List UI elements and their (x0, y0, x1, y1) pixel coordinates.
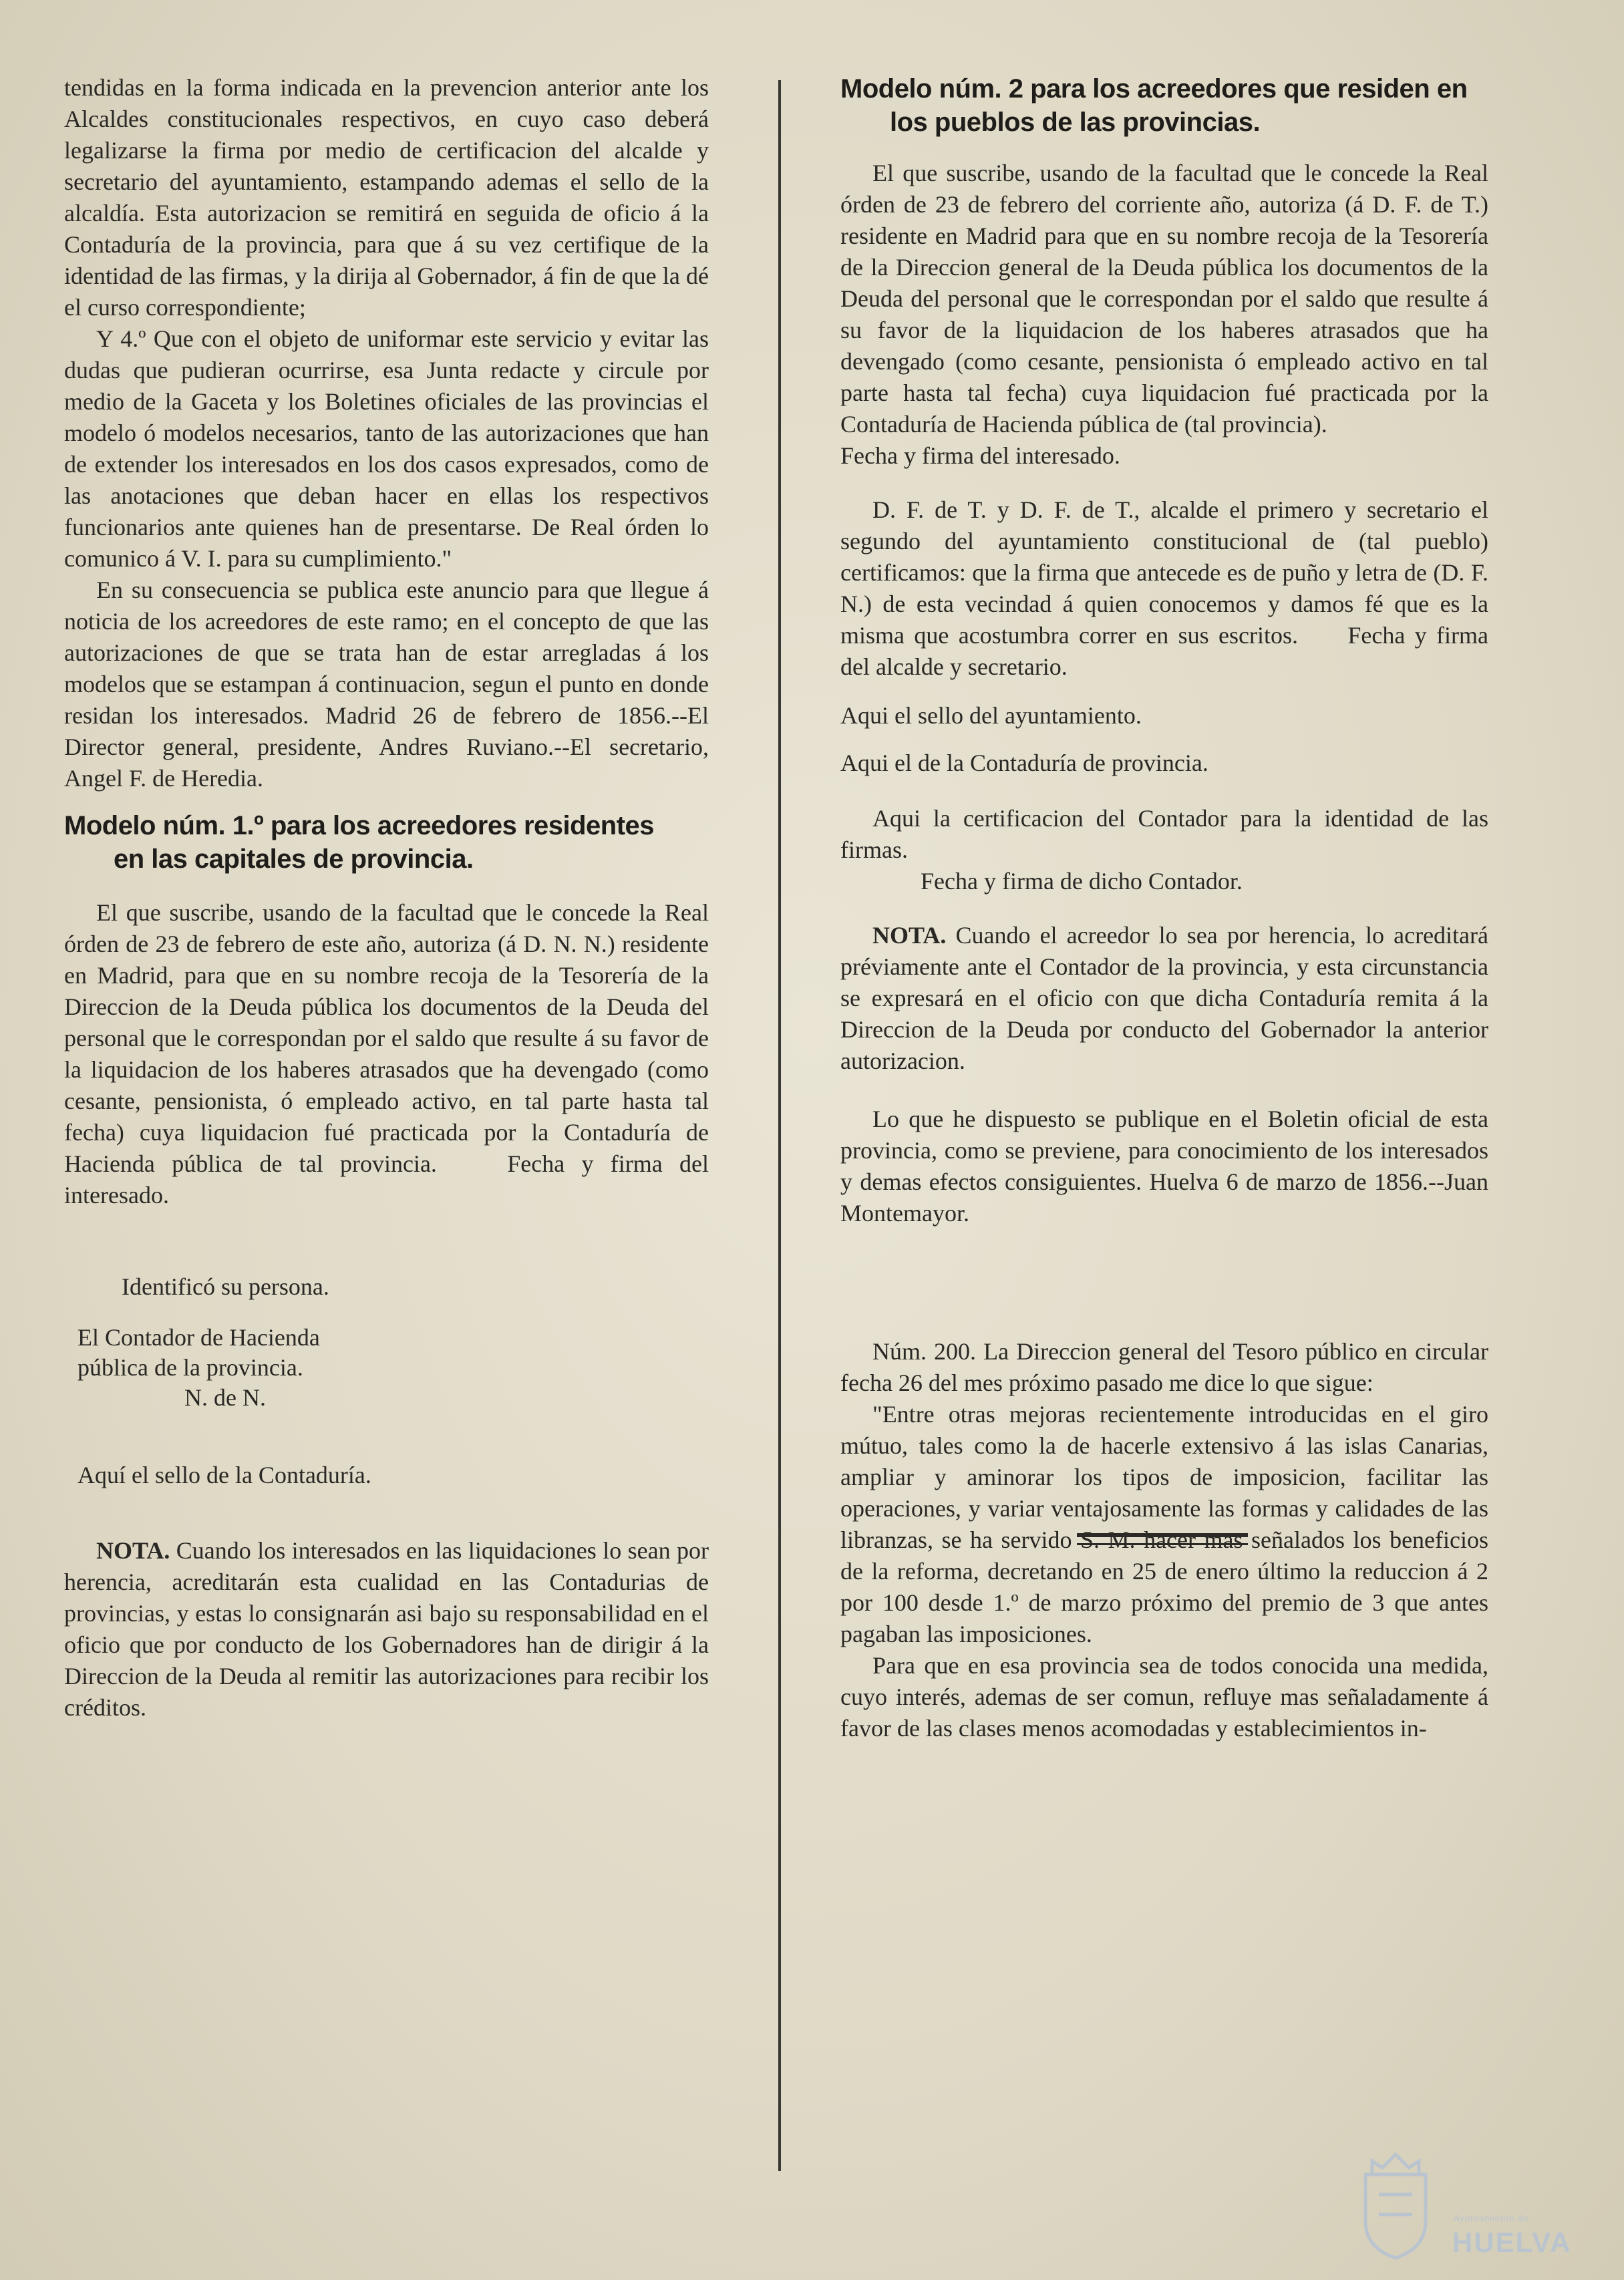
num-200-body: La Direccion general del Tesoro público en circular fecha 26 del mes próximo pasado me dice lo que sigue: (840, 1338, 1489, 1396)
nota-1-label: NOTA. (96, 1537, 170, 1564)
stamp-text: HUELVA (1452, 2227, 1572, 2258)
nota-2-body: Cuando el acreedor lo sea por herencia, lo acreditará préviamente ante el Contador de la provincia, y esta circunstancia se expresará en el oficio con que dicha Contaduría remita á la Direccion de la Deuda por conducto del Gobernador la anterior autorizacion. (840, 922, 1488, 1074)
num-200-paragraph (840, 1336, 1488, 1399)
model-2-heading-line-2: los pueblos de las provincias. (890, 108, 1261, 137)
contador-line-1: El Contador de Hacienda (77, 1324, 320, 1351)
ornament-spacer (840, 1229, 1488, 1336)
contador-line-2: pública de la provincia. (77, 1354, 303, 1381)
model-1-heading-line-1: Modelo núm. 1.º para los acreedores residentes (64, 811, 655, 840)
model-2-heading (840, 72, 1488, 139)
announcement-paragraph: En su consecuencia se publica este anuncio para que llegue á noticia de los acreedores de este ramo; en el concepto de que las autorizaciones de que se trata han de estar arregladas á los modelos que se estampan á continuacion, segun el punto en donde residan los interesados. Madrid 26 de febrero de 1856.--El Director general, presidente, Andres Ruviano.--El secretario, Angel F. de Heredia. (64, 577, 709, 792)
model-2-signature-line: Fecha y firma del interesado. (840, 442, 1120, 469)
seal-ayuntamiento-line: Aqui el sello del ayuntamiento. (840, 702, 1142, 729)
seal-contaduria-line: Aquí el sello de la Contaduría. (77, 1462, 371, 1488)
model-1-body (64, 897, 709, 1211)
model-2-heading-line-1: Modelo núm. 2 para los acreedores que residen en (840, 74, 1468, 104)
num-200-label: Núm. 200. (872, 1338, 977, 1365)
continuation-paragraph: tendidas en la forma indicada en la prevencion anterior ante los Alcaldes constitucionales respectivos, en cuyo caso deberá legalizarse la firma por medio de certificacion del alcalde y secretario del ayuntamiento, estampando ademas el sello de la alcaldía. Esta autorizacion se remitirá en seguida de oficio á la Contaduría de la provincia, para que á su vez certifique de la identidad de las firmas, y la dirija al Gobernador, á fin de que la dé el curso correspondiente; (64, 74, 709, 321)
nota-1-body: Cuando los interesados en las liquidaciones lo sean por herencia, acreditarán esta cualidad en las Contadurias de provincias, y estas lo consignarán asi bajo su responsabilidad en el oficio que por conducto de los Gobernadores han de dirigir á la Direccion de la Deuda al remitir las autorizaciones para recibir los créditos. (64, 1537, 709, 1721)
left-column (64, 72, 709, 1724)
right-column (840, 72, 1488, 1744)
nota-2 (840, 920, 1488, 1077)
seal-provincia-line: Aqui el de la Contaduría de provincia. (840, 750, 1208, 776)
article-4-paragraph: Y 4.º Que con el objeto de uniformar este servicio y evitar las dudas que pudieran ocurrirse, esa Junta redacte y circule por medio de la Gaceta y los Boletines oficiales de las provincias el modelo ó modelos necesarios, tanto de las autorizaciones que han de extender los interesados en los dos casos expresados, como de las anotaciones que deban hacer en ellas los respectivos funcionarios ante quienes han de presentarse. De Real órden lo comunico á V. I. para su cumplimiento." (64, 325, 709, 572)
contador-block (64, 1323, 709, 1413)
archive-watermark-stamp (1352, 2148, 1579, 2265)
model-1-heading-line-2: en las capitales de provincia. (114, 844, 474, 874)
model-2-body: El que suscribe, usando de la facultad que le concede la Real órden de 23 de febrero del corriente año, autoriza (á D. F. de T.) residente en Madrid para que en su nombre recoja de la Tesorería de la Direccion general de la Deuda pública los documentos de la Deuda del personal que le correspondan por el saldo que resulte á su favor de la liquidacion de los haberes atrasados que ha devengado (como cesante, pensionista ó empleado activo en tal parte hasta tal fecha) cuya liquidacion fué practicada por la Contaduría de Hacienda pública de (tal provincia). (840, 160, 1488, 438)
quote-paragraph-1: "Entre otras mejoras recientemente introducidas en el giro mútuo, tales como la de hacerle extensivo á las islas Canarias, ampliar y aminorar los tipos de imposicion, facilitar las operaciones, y variar ventajosamente las formas y calidades de las libranzas, se ha servido S. M. hacer mas señalados los beneficios de la reforma, decretando en 25 de enero último la reduccion á 2 por 100 desde 1.º de marzo próximo del premio de 3 que antes pagaban las imposiciones. (840, 1401, 1488, 1647)
city-crest-icon (1352, 2148, 1439, 2261)
certification-body (840, 494, 1488, 683)
nota-2-label: NOTA. (872, 922, 947, 949)
model-1-body-text: El que suscribe, usando de la facultad que le concede la Real órden de 23 de febrero de este año, autoriza (á D. N. N.) residente en Madrid, para que en su nombre recoja de la Tesorería de la Direccion de la Deuda pública los documentos de la Deuda del personal que le correspondan por el saldo que resulte á su favor de la liquidacion de los haberes atrasados que ha devengado (como cesante, pensionista, ó empleado activo, en tal parte hasta tal fecha) cuya liquidacion fué practicada por la Contaduría de Hacienda pública de tal provincia. (64, 899, 709, 1177)
quote-paragraph-2: Para que en esa provincia sea de todos conocida una medida, cuyo interés, ademas de ser comun, refluye mas señaladamente á favor de las clases menos acomodadas y establecimientos in- (840, 1652, 1488, 1742)
model-1-heading (64, 809, 709, 876)
section-ornament-rule (1077, 1533, 1248, 1545)
closing-paragraph: Lo que he dispuesto se publique en el Boletin oficial de esta provincia, como se previene, para conocimiento de los interesados y demas efectos consiguientes. Huelva 6 de marzo de 1856.--Juan Montemayor. (840, 1106, 1488, 1227)
certification-signature-line: Fecha y firma del alcalde y secretario. (840, 622, 1489, 680)
identified-line: Identificó su persona. (122, 1273, 329, 1300)
contador-signature-line: Fecha y firma de dicho Contador. (921, 868, 1243, 894)
stamp-subtext: Ayuntamiento de (1454, 2213, 1529, 2223)
model-1-signature-line: Fecha y firma del interesado. (64, 1150, 709, 1208)
contador-certification: Aqui la certificacion del Contador para la identidad de las firmas. (840, 805, 1488, 863)
certification-body-text: D. F. de T. y D. F. de T., alcalde el primero y secretario el segundo del ayuntamiento constitucional de (tal pueblo) certificamos: que la firma que antecede es de puño y letra de (D. F. N.) de esta vecindad á quien conocemos y damos fé que es la misma que acostumbra correr en sus escritos. (840, 496, 1488, 649)
nota-1 (64, 1535, 709, 1724)
column-divider (778, 80, 781, 2171)
contador-line-3: N. de N. (184, 1384, 266, 1411)
